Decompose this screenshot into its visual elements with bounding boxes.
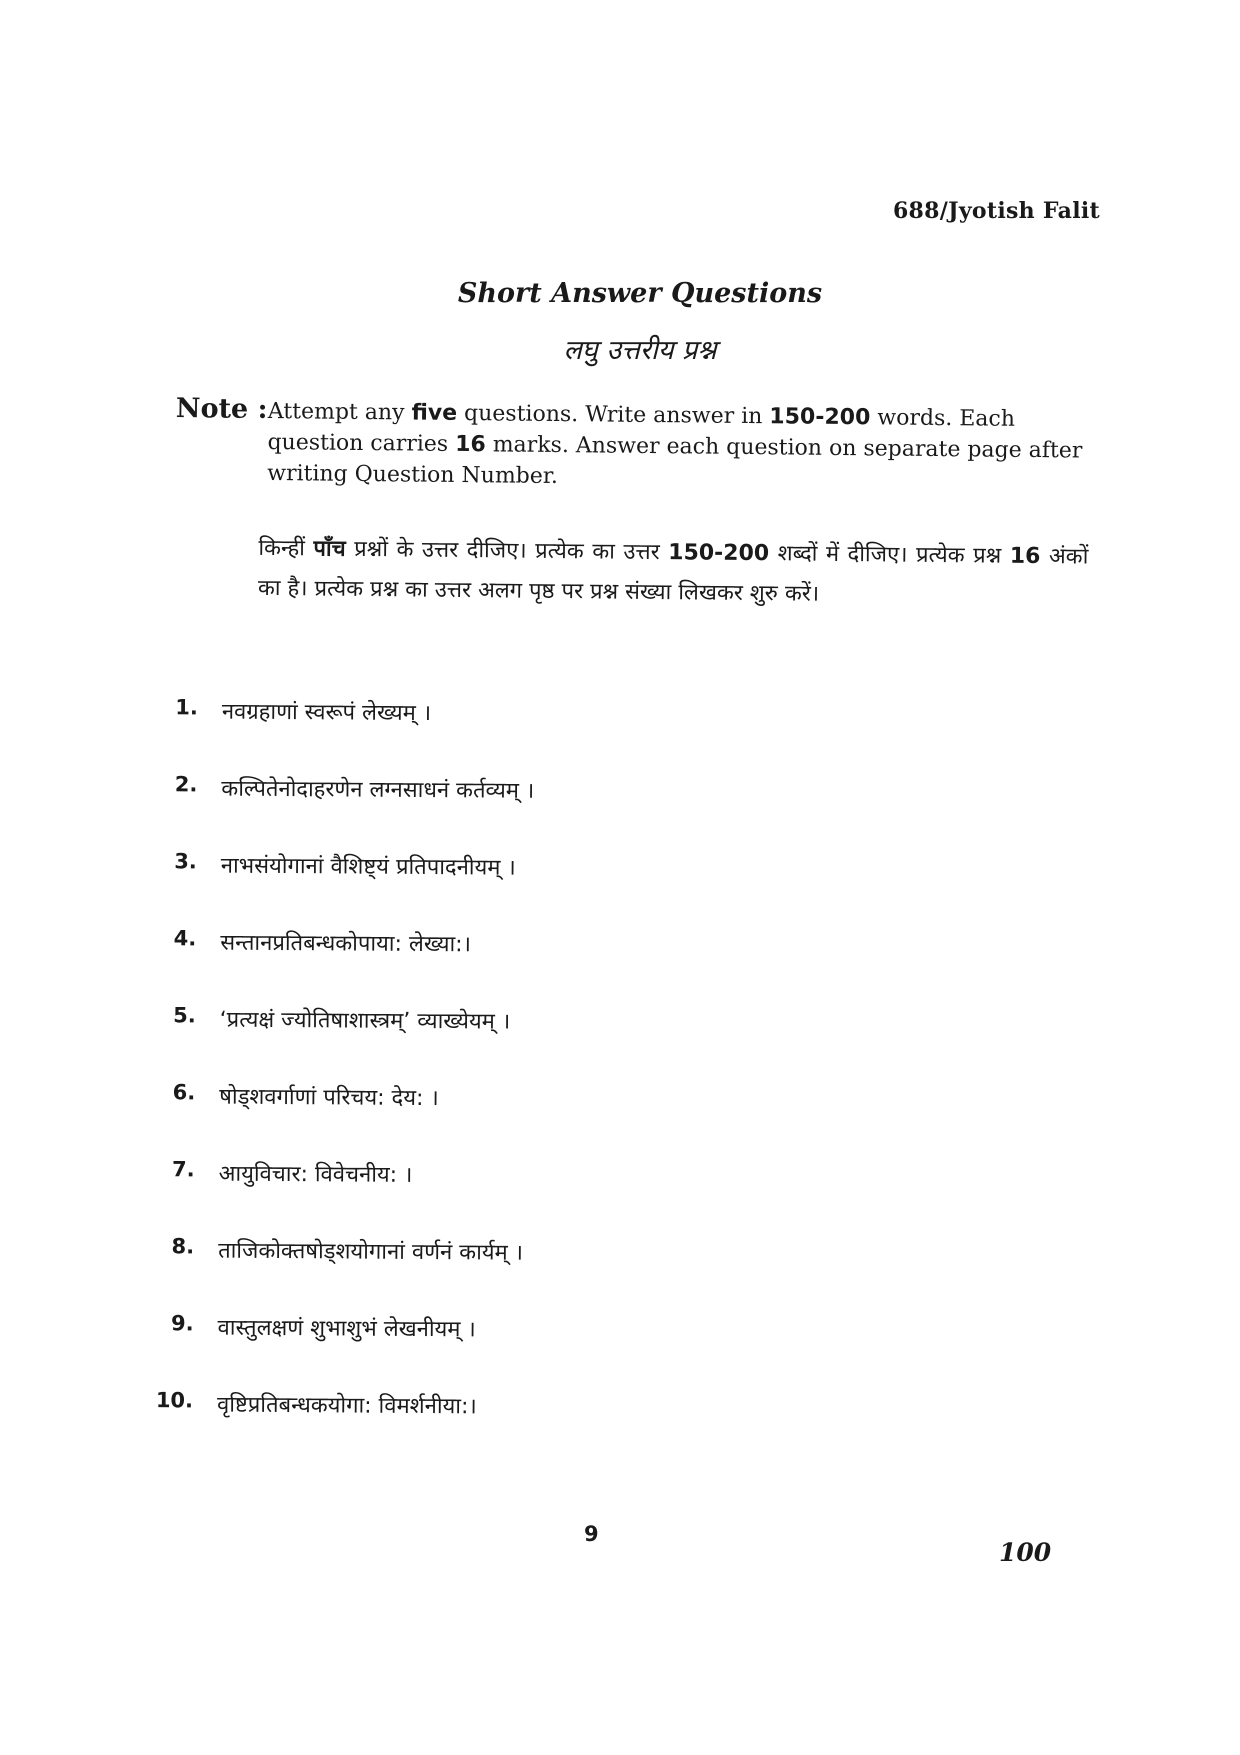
note-en-bold-count: five [411, 400, 458, 426]
note-en-text-4: marks. Answer each question on separate page after writing Question Number. [267, 432, 1083, 490]
question-number: 1. [175, 695, 198, 720]
note-hi-bold-marks: 16 [1009, 543, 1041, 570]
section-title-english: Short Answer Questions [457, 278, 823, 309]
question-text: षोड्शवर्गाणां परिचय: देय: । [219, 1084, 439, 1112]
note-hi-text-1: किन्हीं [258, 535, 314, 562]
question-text: नवग्रहाणां स्वरूपं लेख्यम् । [221, 699, 432, 727]
question-number: 5. [173, 1003, 196, 1028]
note-label: Note : [175, 393, 268, 425]
question-item [137, 695, 1038, 778]
question-number: 8. [171, 1234, 195, 1259]
note-hi-bold-count: पाँच [313, 536, 346, 562]
question-number: 3. [174, 849, 197, 874]
question-item [137, 772, 1038, 855]
question-item [135, 1080, 1036, 1163]
question-item [136, 926, 1037, 1009]
question-text: सन्तानप्रतिबन्धकोपाया: लेख्या:। [220, 930, 472, 958]
note-hindi [258, 529, 1089, 618]
note-en-bold-marks: 16 [455, 431, 486, 458]
question-text: ताजिकोक्तषोड्शयोगानां वर्णनं कार्यम् । [218, 1238, 524, 1266]
note-hi-text-2: प्रश्नों के उत्तर दीजिए। प्रत्येक का उत्तर [345, 536, 669, 566]
question-item [134, 1157, 1035, 1240]
note-hi-bold-words: 150-200 [668, 540, 770, 567]
note-english [267, 396, 1096, 498]
page-number: 9 [584, 1522, 599, 1546]
paper-code: 688/Jyotish Falit [892, 198, 1100, 224]
copy-count: 100 [999, 1538, 1052, 1567]
question-number: 4. [173, 926, 197, 951]
question-item [134, 1234, 1035, 1317]
question-text: कल्पितेनोदाहरणेन लग्नसाधनं कर्तव्यम् । [221, 776, 535, 804]
question-text: नाभसंयोगानां वैशिष्ट्यं प्रतिपादनीयम् । [220, 853, 516, 881]
question-number: 2. [174, 772, 198, 797]
question-number: 6. [172, 1080, 196, 1105]
question-item [136, 849, 1037, 932]
note-hi-text-3: शब्दों में दीजिए। प्रत्येक प्रश्न [769, 541, 1010, 569]
section-title-hindi: लघु उत्तरीय प्रश्न [563, 335, 717, 366]
note-en-text-2: questions. Write answer in [456, 400, 770, 430]
question-text: वास्तुलक्षणं शुभाशुभं लेखनीयम् । [217, 1315, 476, 1343]
note-en-text-3: words. Each question carries [267, 405, 1016, 457]
question-item [133, 1388, 1034, 1471]
question-item [133, 1311, 1034, 1394]
note-hi-text-4: अंकों का है। प्रत्येक प्रश्न का उत्तर अलग पृष्ठ पर प्रश्न संख्या लिखकर शुरु करें। [257, 544, 1089, 607]
instructions-note [174, 395, 1096, 618]
question-number: 9. [170, 1311, 194, 1336]
question-list [133, 695, 1038, 1471]
question-number: 7. [172, 1157, 195, 1182]
question-item [135, 1003, 1036, 1086]
question-text: वृष्टिप्रतिबन्धकयोगा: विमर्शनीया:। [216, 1392, 477, 1420]
question-number: 10. [155, 1388, 194, 1413]
question-text: आयुविचार: विवेचनीय: । [218, 1161, 413, 1188]
note-en-bold-words: 150-200 [769, 404, 871, 431]
note-en-text-1: Attempt any [267, 398, 412, 426]
question-text: ‘प्रत्यक्षं ज्योतिषाशास्त्रम्’ व्याख्येयम् । [219, 1007, 511, 1035]
